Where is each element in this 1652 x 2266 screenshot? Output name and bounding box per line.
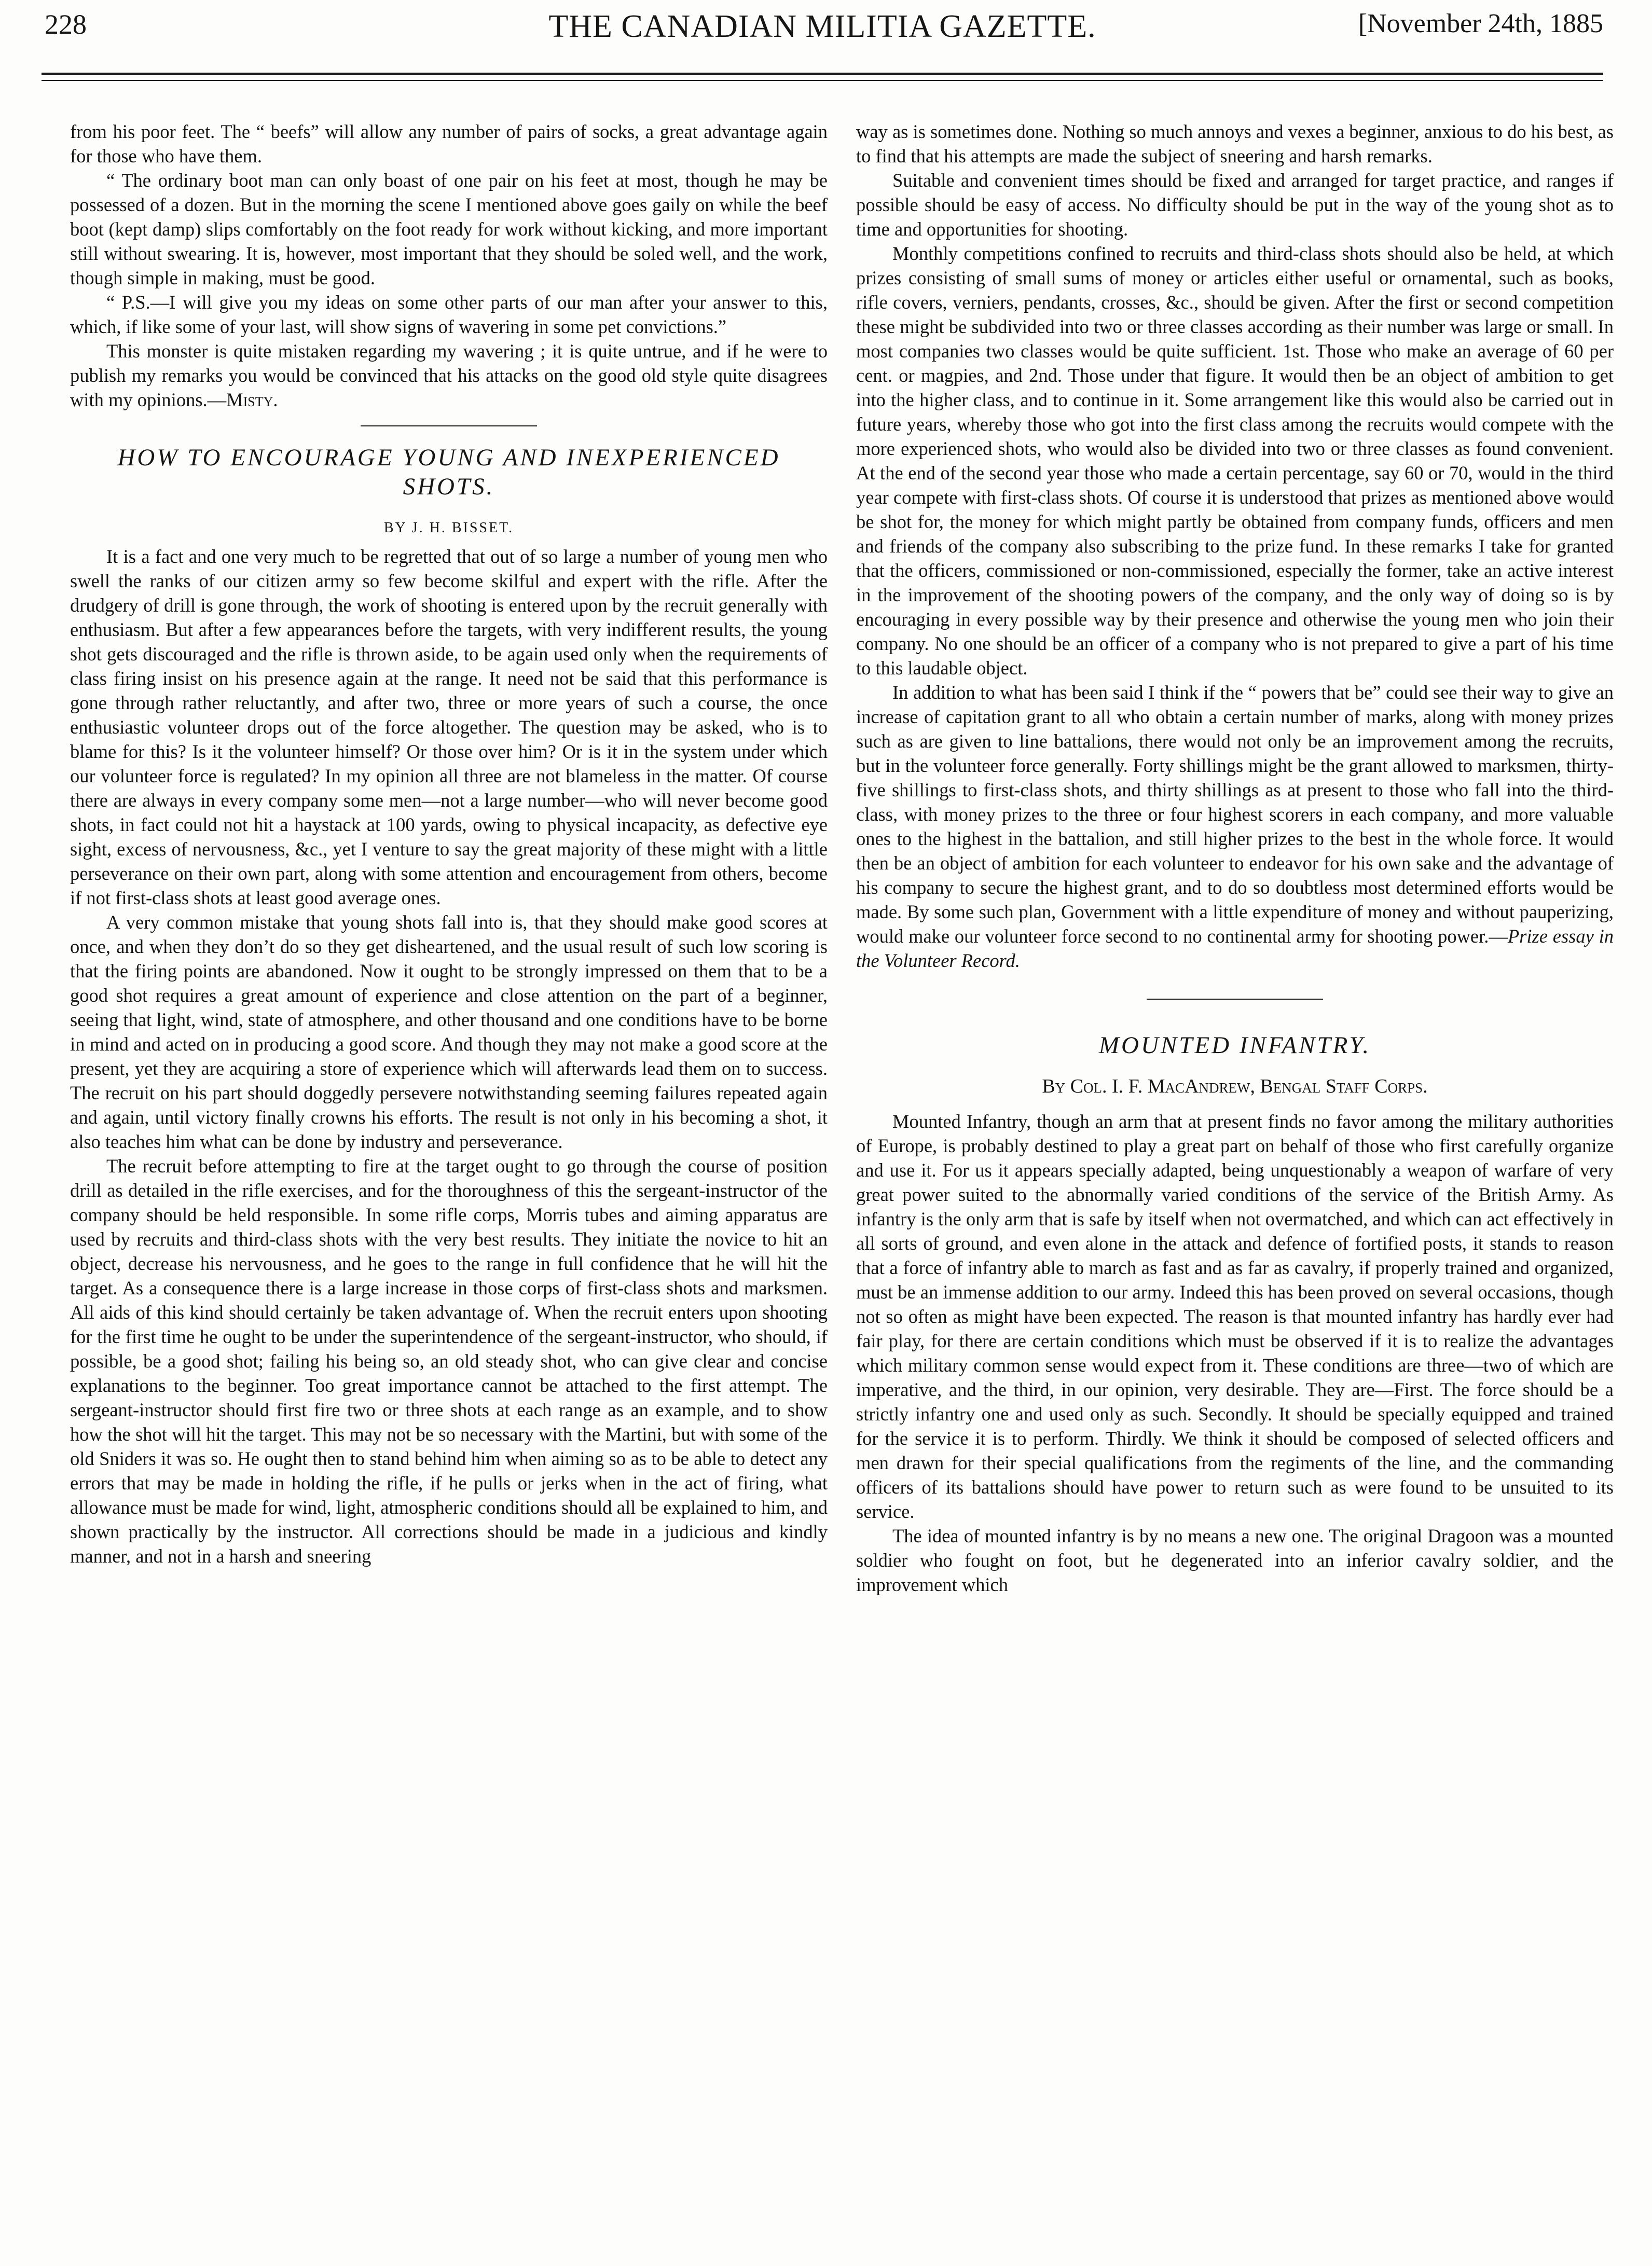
article-title: HOW TO ENCOURAGE YOUNG AND INEXPERIENCED SHOTS. [117,444,780,500]
page-number: 228 [45,9,87,40]
paragraph: The idea of mounted infantry is by no means a new one. The original Dragoon was a mounted soldier who fought on foot, but he degenerated into an inferior cavalry soldier, and the improvement which [856,1525,1614,1595]
paragraph: way as is sometimes done. Nothing so much annoys and vexes a beginner, anxious to do his best, as to find that his attempts are made the subject of sneering and harsh remarks. [856,121,1614,167]
right-column [856,119,1614,1597]
article-byline: By Col. I. F. MacAndrew, Bengal Staff Corps. [1042,1075,1428,1097]
paragraph: Mounted Infantry, though an arm that at present finds no favor among the military authorities of Europe, is probably destined to play a great part on behalf of those who first carefully organize and use it. For us it appears specially adapted, being unquestionably a weapon of warfare of very great power suited to the abnormally varied conditions of the service of the British Army. As infantry is the only arm that is safe by itself when not overmatched, and which can act effectively in all sorts of ground, and even alone in the attack and defence of fortified posts, it stands to reason that a force of infantry able to march as fast and as far as cavalry, if properly trained and organized, must be an immense addition to our army. Indeed this has been proved on several occasions, though not so often as might have been expected. The reason is that mounted infantry has hardly ever had fair play, for there are certain conditions which must be observed if it is to realize the advantages which military common sense would expect from it. These conditions are three—two of which are imperative, and the third, in our opinion, very desirable. They are—First. The force should be a strictly infantry one and used only as such. Secondly. It should be specially equipped and trained for the service it is to perform. Thirdly. We think it should be composed of selected officers and men drawn for their special qualifications from the regiments of the line, and the commanding officers of its battalions should have power to return such as were found to be unsuited to its service. [856,1111,1614,1522]
issue-date: [November 24th, 1885 [1358,9,1603,38]
header-rule-thin [42,80,1603,81]
left-column [70,119,828,1568]
section-divider [1147,999,1323,1000]
paragraph: Suitable and convenient times should be fixed and arranged for target practice, and ranges if possible should be easy of access. No difficulty should be put in the way of the young shot as to time and opportunities for shooting. [856,170,1614,240]
header-rule-thick [42,73,1603,75]
paragraph [70,339,828,412]
paragraph [856,680,1614,973]
paragraph: “ P.S.—I will give you my ideas on some other parts of our man after your answer to this, which, if like some of your last, will show signs of wavering in some pet convictions.” [70,292,828,337]
paragraph: It is a fact and one very much to be regretted that out of so large a number of young men who swell the ranks of our citizen army so few become skilful and expert with the rifle. After the drudgery of drill is gone through, the work of shooting is entered upon by the recruit generally with enthusiasm. But after a few appearances before the targets, with very indifferent results, the young shot gets discouraged and the rifle is thrown aside, to be again used only when the requirements of class firing insist on his presence again at the range. It need not be said that this performance is gone through rather reluctantly, and after two, three or more years of such a course, the once enthusiastic volunteer drops out of the force altogether. The question may be asked, who is to blame for this? Is it the volunteer himself? Or those over him? Or is it in the system under which our volunteer force is regulated? In my opinion all three are not blameless in the matter. Of course there are always in every company some men—not a large number—who will never become good shots, in fact could not hit a haystack at 100 yards, owing to physical incapacity, as defective eye sight, excess of nervousness, &c., yet I venture to say the great majority of these might with a little perseverance on their own part, along with some attention and encouragement from others, become if not first-class shots at least good average ones. [70,546,828,908]
paragraph-text: In addition to what has been said I think if the “ powers that be” could see their way to give an increase of capitation grant to all who obtain a certain number of marks, along with money prizes such as are given to line battalions, there would not only be an improvement among the recruits, but in the volunteer force generally. Forty shillings might be the grant allowed to marksmen, thirty-five shillings to first-class shots, and thirty shillings as at present to those who fall into the third-class, with money prizes to the three or four highest scorers in each company, and more valuable ones to the highest in the battalion, and still higher prizes to the best in the whole force. It would then be an object of ambition for each volunteer to endeavor for his own sake and the advantage of his company to secure the highest grant, and to do so doubtless most determined efforts would be made. By some such plan, Government with a little expenditure of money and without pauperizing, would make our volunteer force second to no continental army for shooting power.— [856,682,1614,947]
paragraph: A very common mistake that young shots fall into is, that they should make good scores at once, and when they don’t do so they get disheartened, and the usual result of such low scoring is that the firing points are abandoned. Now it ought to be strongly impressed on them that to be a good shot requires a great amount of experience and close attention on the part of a beginner, seeing that light, wind, state of atmosphere, and other thousand and one conditions have to be borne in mind and acted on in producing a good score. And though they may not make a good score at the present, yet they are acquiring a store of experience which will afterwards lead them on to success. The recruit on his part should doggedly persevere notwithstanding seeming failures repeated again and again, until victory finally crowns his efforts. The result is not only in his becoming a shot, it also teaches him what can be done by industry and perseverance. [70,911,828,1152]
article-byline: BY J. H. BISSET. [383,520,514,536]
signature: Misty. [226,389,278,410]
paragraph-text: This monster is quite mistaken regarding my wavering ; it is quite untrue, and if he were to publish my remarks you would be convinced that his attacks on the good old style quite disagrees with my opinions.— [70,340,828,410]
page-header [42,3,1603,60]
paragraph: from his poor feet. The “ beefs” will allow any number of pairs of socks, a great advantage again for those who have them. [70,121,828,167]
paragraph: “ The ordinary boot man can only boast of one pair on his feet at most, though he may be possessed of a dozen. But in the morning the scene I mentioned above goes gaily on while the beef boot (kept damp) slips comfortably on the foot ready for work without kicking, and more important still without swearing. It is, however, most important that they should be soled well, and the work, though simple in making, must be good. [70,170,828,288]
article-title: MOUNTED INFANTRY. [1098,1032,1371,1059]
section-divider [361,425,537,426]
paragraph: Monthly competitions confined to recruits and third-class shots should also be held, at which prizes consisting of small sums of money or articles either useful or ornamental, such as books, rifle covers, verniers, pendants, crosses, &c., should be given. After the first or second competition these might be subdivided into two or three classes according as their number was large or small. In most companies two classes would be quite sufficient. 1st. Those who make an average of 60 per cent. or magpies, and 2nd. Those under that figure. It would then be an object of ambition to get into the higher class, and to continue in it. Some arrangement like this would also be carried out in future years, whereby those who got into the first class among the recruits would compete with the more experienced shots, who would also be divided into two or three classes as found convenient. At the end of the second year those who made a certain percentage, say 60 or 70, would in the third year compete with first-class shots. Of course it is understood that prizes as mentioned above would be shot for, the money for which might partly be obtained from company funds, officers and men and friends of the company also subscribing to the prize fund. In these remarks I take for granted that the officers, commissioned or non-commissioned, especially the former, take an active interest in the improvement of the shooting powers of the company, and the only way of doing so is by encouraging in every possible way by their presence and otherwise the young men who join their company. No one should be an officer of a company who is not prepared to give a part of his time to this laudable object. [856,243,1614,679]
paragraph: The recruit before attempting to fire at the target ought to go through the course of position drill as detailed in the rifle exercises, and for the thoroughness of this the sergeant-instructor of the company should be held responsible. In some rifle corps, Morris tubes and aiming apparatus are used by recruits and third-class shots with the very best results. They initiate the novice to hit an object, decrease his nervousness, and he goes to the range in full confidence that he will hit the target. As a consequence there is a large increase in those corps of first-class shots and marksmen. All aids of this kind should certainly be taken advantage of. When the recruit enters upon shooting for the first time he ought to be under the superintendence of the sergeant-instructor, who should, if possible, be a good shot; failing his being so, an old steady shot, who can give clear and concise explanations to the beginner. Too great importance cannot be attached to the first attempt. The sergeant-instructor should first fire two or three shots at each range as an example, and to show how the shot will hit the target. This may not be so necessary with the Martini, but with some of the old Sniders it was so. He ought then to stand behind him when aiming so as to be able to detect any errors that may be made in holding the rifle, if he pulls or jerks when in the act of firing, what allowance must be made for wind, light, atmospheric conditions should all be explained to him, and shown practically by the instructor. All corrections should be made in a judicious and kindly manner, and not in a harsh and sneering [70,1155,828,1567]
masthead-title: THE CANADIAN MILITIA GAZETTE. [548,9,1096,44]
source-credit: Prize essay in the Volunteer Record. [856,925,1614,971]
